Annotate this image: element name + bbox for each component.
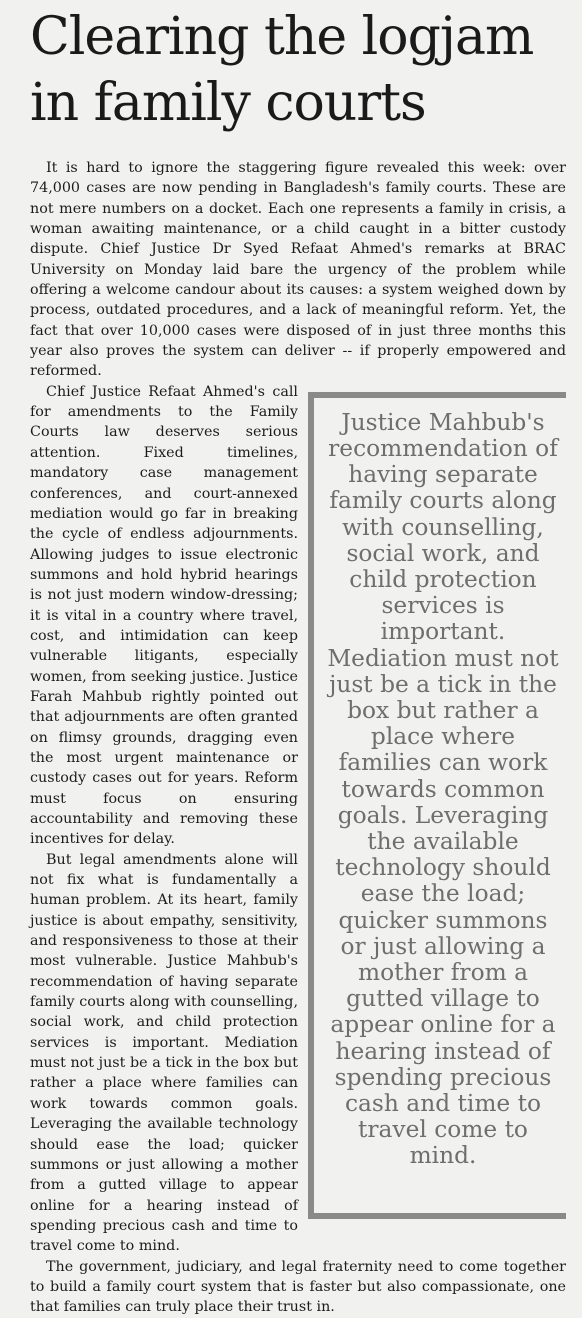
pull-quote: Justice Mahbub's recommendation of having separate family courts along with counselling, social work, and child protection services is important. Mediation must not just be a tick in the box but rather a place where families can work towards common goals. Leveraging the available technology should ease the load; quicker summons or just allowing a mother from a gutted village to appear online for a hearing instead of spending precious cash and time to travel come to mind. xyxy=(308,392,566,1219)
article-body xyxy=(30,158,566,1318)
paragraph-2-text: Chief Justice Refaat Ahmed's call for amendments to the Family Courts law deserves serious attention. Fixed timelines, mandatory case management conferences, and court-annexed mediation would go far in breaking the cycle of endless adjournments. Allowing judges to issue electronic summons and hold hybrid hearings is not just modern window-dressing; it is vital in a country where travel, cost, and intimidation can keep vulnerable litigants, especially women, from seeking justice. Justice Farah Mahbub rightly pointed out that adjournments are often granted on flimsy grounds, dragging even the most urgent maintenance or custody cases out for years. Reform must focus on ensuring accountability and removing these incentives for delay. xyxy=(30,383,298,848)
paragraph-1 xyxy=(30,158,566,382)
paragraph-1-text: It is hard to ignore the staggering figure revealed this week: over 74,000 cases are now pending in Bangladesh's family courts. These are not mere numbers on a docket. Each one represents a family in crisis, a woman awaiting maintenance, or a child caught in a bitter custody dispute. Chief Justice Dr Syed Refaat Ahmed's remarks at BRAC University on Monday laid bare the urgency of the problem while offering a welcome candour about its causes: a system weighed down by process, outdated procedures, and a lack of meaningful reform. Yet, the fact that over 10,000 cases were disposed of in just three months this year also proves the system can deliver -- if properly empowered and reformed. xyxy=(30,160,566,380)
paragraph-4: The government, judiciary, and legal fraternity need to come together to build a family court system that is faster but also compassionate, one that families can truly place their trust in. xyxy=(30,1258,566,1316)
paragraph-3: But legal amendments alone will not fix what is fundamentally a human problem. At its heart, family justice is about empathy, sensitivity, and responsiveness to those at their most vulnerable. Justice Mahbub's recommendation of having separate family courts along with counselling, social work, and child protection services is important. Mediation must not just be a tick in the box but rather a place where families can work towards common goals. Leveraging the available technology should ease the load; quicker summons or just allowing a mother from a gutted village to appear online for a hearing instead of spending precious cash and time to travel come to mind. xyxy=(30,851,298,1255)
headline: Clearing the logjam in family courts xyxy=(30,7,534,133)
